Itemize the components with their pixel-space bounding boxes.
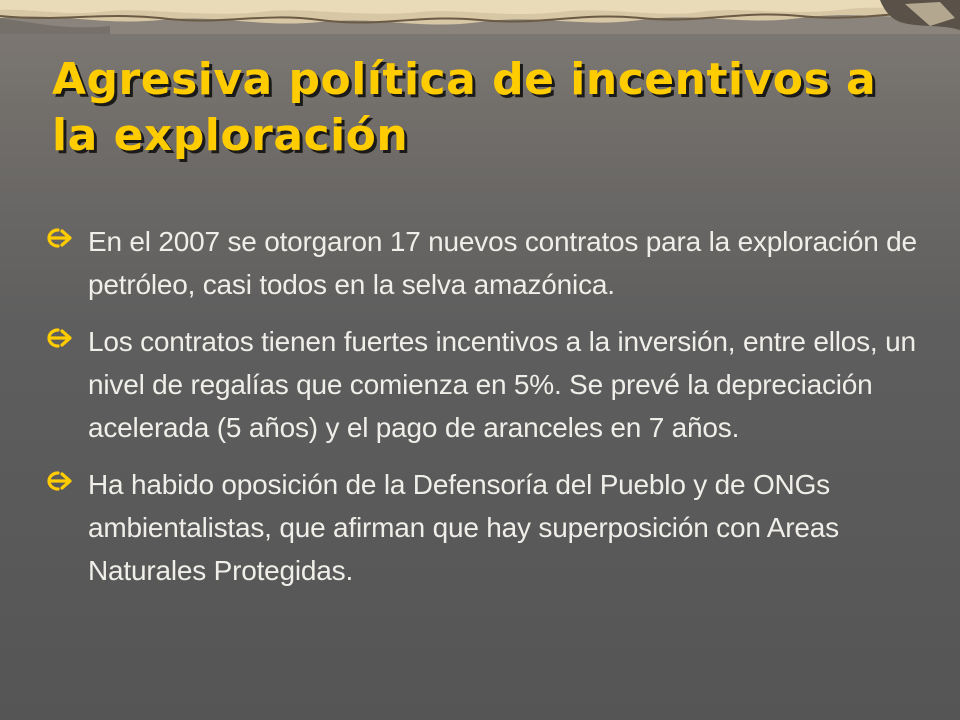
bullet-item <box>44 320 924 449</box>
decorative-top-border <box>0 0 960 34</box>
bullet-item <box>44 220 924 306</box>
bullet-text: En el 2007 se otorgaron 17 nuevos contratos para la exploración de petróleo, casi todos en la selva amazónica. <box>88 226 917 300</box>
arrow-right-circle-icon <box>44 226 74 250</box>
bullet-item <box>44 463 924 592</box>
bullet-list <box>44 220 924 606</box>
bullet-text: Ha habido oposición de la Defensoría del Pueblo y de ONGs ambientalistas, que afirman que hay superposición con Areas Naturales Protegidas. <box>88 469 839 586</box>
slide-title: Agresiva política de incentivos a la exploración <box>52 54 877 161</box>
arrow-right-circle-icon <box>44 326 74 350</box>
bullet-text: Los contratos tienen fuertes incentivos a la inversión, entre ellos, un nivel de regalías que comienza en 5%. Se prevé la depreciación acelerada (5 años) y el pago de aranceles en 7 años. <box>88 326 916 443</box>
arrow-right-circle-icon <box>44 469 74 493</box>
